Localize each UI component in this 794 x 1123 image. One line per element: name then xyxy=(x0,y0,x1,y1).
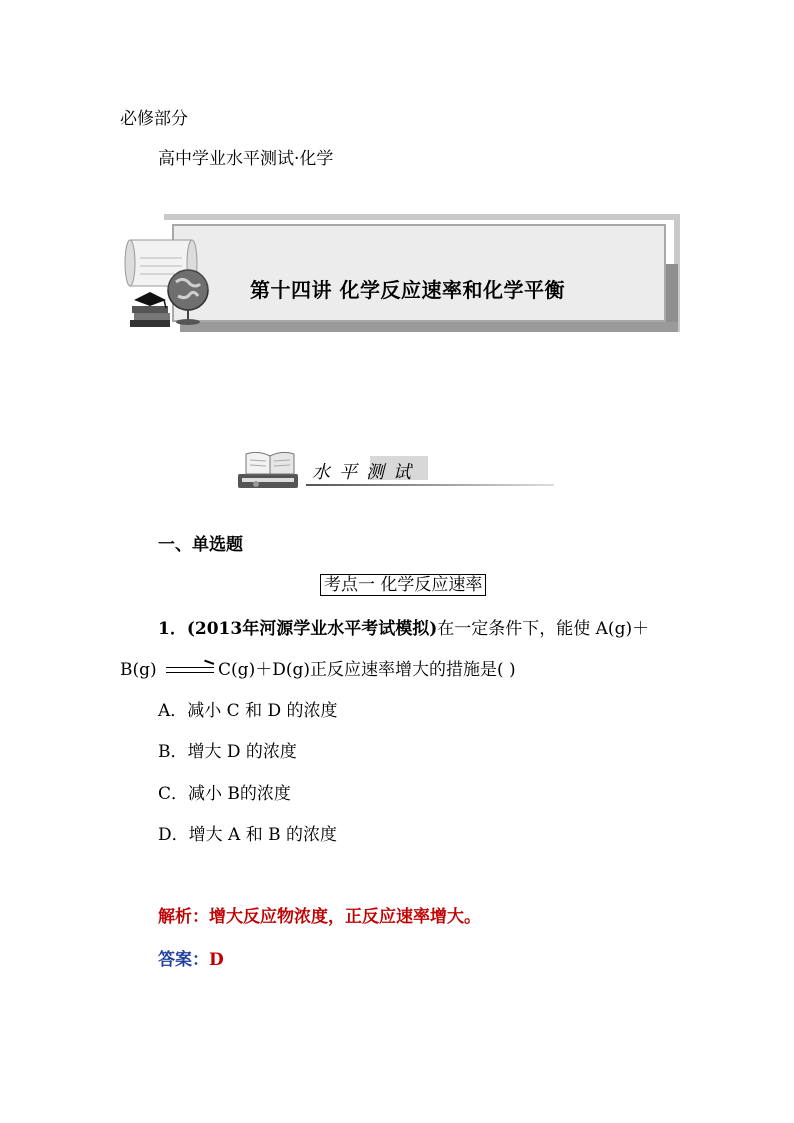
analysis xyxy=(158,906,481,928)
banner-frame-inner xyxy=(172,224,666,322)
question-stem-part-2: C(g)＋D(g)正反应速率增大的措施是( ) xyxy=(218,660,516,680)
analysis-label: 解析： xyxy=(158,907,209,927)
equilibrium-arrow-icon xyxy=(162,666,218,676)
chapter-banner xyxy=(120,214,680,336)
section-header-underline xyxy=(306,484,554,486)
open-book-icon xyxy=(236,448,306,494)
question-source: (2013年河源学业水平考试模拟) xyxy=(186,619,438,639)
answer-value: D xyxy=(209,950,224,970)
question-stem-reactant-b: B(g) xyxy=(120,660,157,680)
option-a: A．减小 C 和 D 的浓度 xyxy=(158,701,338,721)
banner-frame-shadow-bottom xyxy=(180,322,678,332)
section-header-level-test xyxy=(236,448,556,494)
chapter-title: 第十四讲 化学反应速率和化学平衡 xyxy=(250,278,565,302)
analysis-text: 增大反应物浓度，正反应速率增大。 xyxy=(209,907,481,927)
question-stem-part-1: 在一定条件下，能使 A(g)＋ xyxy=(437,619,650,639)
answer xyxy=(158,949,224,971)
section-heading: 一、单选题 xyxy=(158,535,243,555)
answer-label: 答案： xyxy=(158,950,209,970)
question-1-line-2 xyxy=(120,659,516,681)
part-label: 必修部分 xyxy=(120,109,188,129)
topic-label: 考点一 化学反应速率 xyxy=(320,574,486,596)
option-d: D．增大 A 和 B 的浓度 xyxy=(158,825,338,845)
option-c: C．减小 B的浓度 xyxy=(158,784,291,804)
section-header-label: 水平测试 xyxy=(312,462,420,483)
question-1-line-1 xyxy=(158,618,649,640)
question-number: 1． xyxy=(158,619,187,639)
page-subtitle: 高中学业水平测试·化学 xyxy=(158,149,334,169)
option-b: B．增大 D 的浓度 xyxy=(158,742,297,762)
diploma-globe-icon xyxy=(120,234,220,334)
